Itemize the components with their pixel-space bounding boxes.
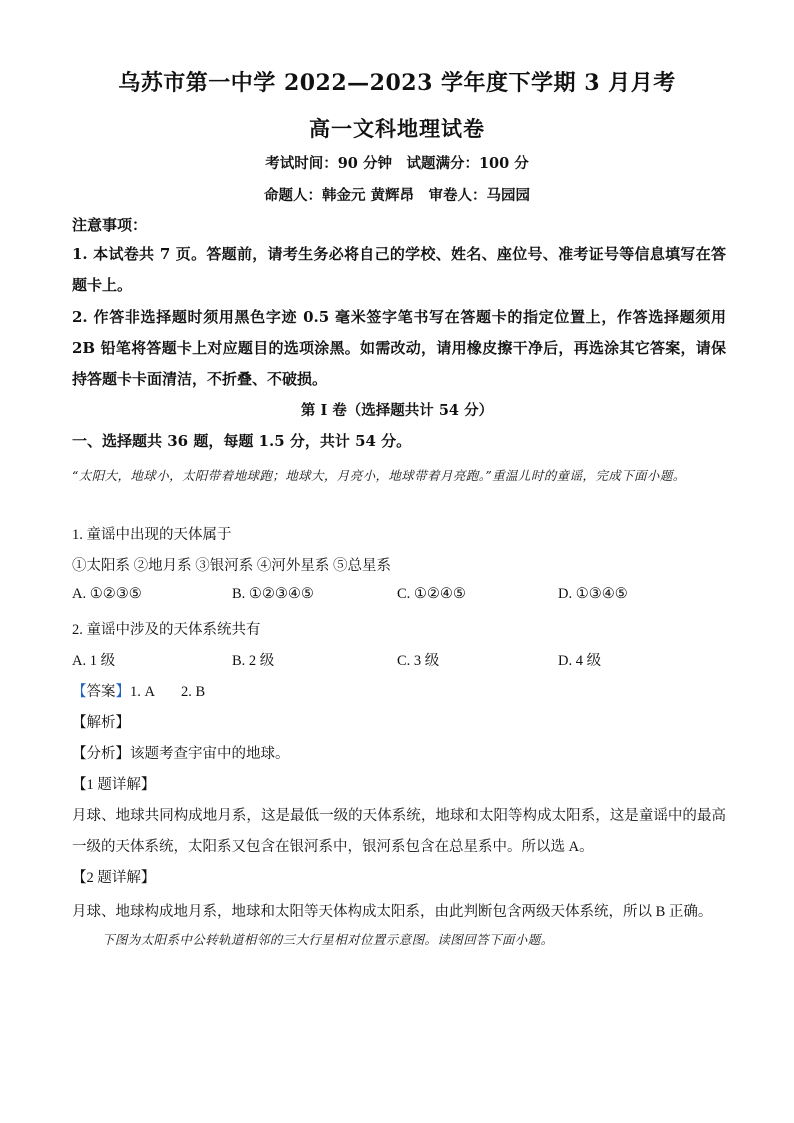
option-b: B. 2 级 <box>232 653 275 669</box>
option-d: D. ①③④⑤ <box>558 586 628 602</box>
detail-1-text: 月球、地球共同构成地月系，这是最低一级的天体系统，地球和太阳等构成太阳系，这是童谣中的最高一级的天体系统，太阳系又包含在银河系中，银河系包含在总星系中。所以选 A。 <box>72 808 726 855</box>
question-2-stem: 2. 童谣中涉及的天体系统共有 <box>72 622 261 638</box>
option-a: A. 1 级 <box>72 653 116 669</box>
notice-item-2: 2. 作答非选择题时须用黑色字迹 0.5 毫米签字笔书写在答题卡的指定位置上，作答选择题须用 2B 铅笔将答题卡上对应题目的选项涂黑。如需改动，请用橡皮擦干净后，再选涂其它答案，请保持答题卡卡面清洁，不折叠、不破损。 <box>72 308 726 388</box>
exam-title: 乌苏市第一中学 2022—2023 学年度下学期 3 月月考 <box>118 70 676 96</box>
option-d: D. 4 级 <box>558 653 602 669</box>
option-b: B. ①②③④⑤ <box>232 586 314 602</box>
answer-bracket-open: 【 <box>72 684 87 700</box>
question-1-items: ①太阳系 ②地月系 ③银河系 ④河外星系 ⑤总星系 <box>72 558 391 574</box>
detail-2-text: 月球、地球构成地月系，地球和太阳等天体构成太阳系，由此判断包含两级天体系统，所以 B 正确。 <box>72 904 713 920</box>
notice-item-1: 1. 本试卷共 7 页。答题前，请考生务必将自己的学校、姓名、座位号、准考证号等信息填写在答题卡上。 <box>72 245 726 294</box>
answer-label: 答案 <box>86 684 116 700</box>
analysis-summary <box>72 742 726 763</box>
option-c: C. ①②④⑤ <box>397 586 466 602</box>
question-2-options <box>72 649 726 671</box>
option-a: A. ①②③⑤ <box>72 586 142 602</box>
detail-1-heading: 【1 题详解】 <box>72 777 156 793</box>
answer-2: 2. B <box>180 684 206 700</box>
analysis-heading: 【解析】 <box>72 715 130 731</box>
next-question-intro: 下图为太阳系中公转轨道相邻的三大行星相对位置示意图。读图回答下面小题。 <box>102 932 554 947</box>
answer-bracket-close: 】 <box>115 684 130 700</box>
section-title: 第 I 卷（选择题共计 54 分） <box>300 402 494 419</box>
exam-time-info: 考试时间：90 分钟 试题满分：100 分 <box>265 155 529 172</box>
summary-label: 【分析】 <box>72 746 130 762</box>
exam-subtitle: 高一文科地理试卷 <box>309 116 485 141</box>
answer-1: 1. A <box>130 684 155 700</box>
question-1-stem: 1. 童谣中出现的天体属于 <box>72 527 232 543</box>
exam-authors: 命题人：韩金元 黄辉昂 审卷人：马园园 <box>263 187 531 204</box>
detail-2-heading: 【2 题详解】 <box>72 870 156 886</box>
rhyme-passage: “太阳大，地球小，太阳带着地球跑；地球大，月亮小，地球带着月亮跑。”重温儿时的童谣，完成下面小题。 <box>72 468 686 483</box>
summary-text: 该题考查宇宙中的地球。 <box>130 746 290 762</box>
notice-heading: 注意事项： <box>72 216 148 234</box>
answer-line <box>72 680 726 701</box>
question-1-options <box>72 586 726 608</box>
part-heading: 一、选择题共 36 题，每题 1.5 分，共计 54 分。 <box>72 432 412 450</box>
option-c: C. 3 级 <box>397 653 440 669</box>
